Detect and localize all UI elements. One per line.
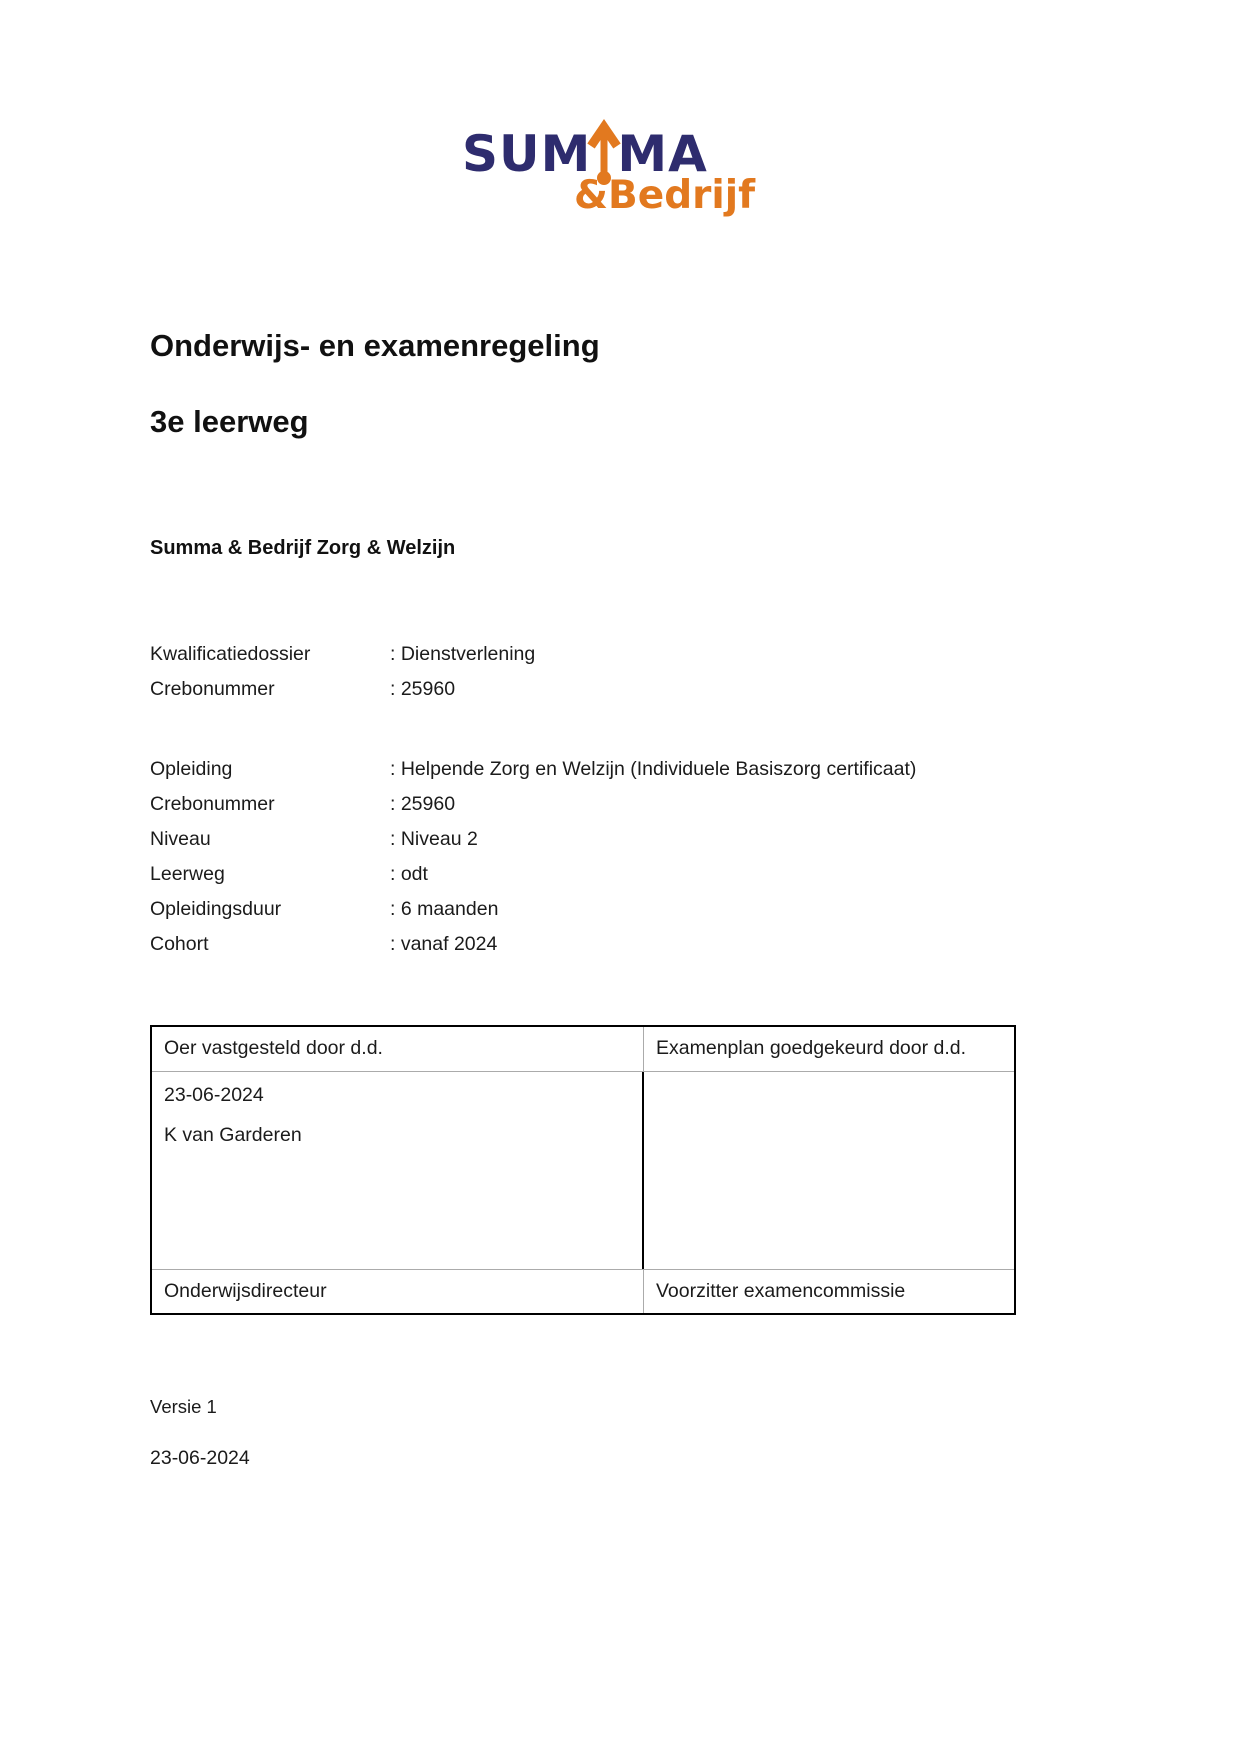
summa-bedrijf-logo: [462, 124, 755, 219]
oer-signatory: K van Garderen: [164, 1124, 302, 1146]
kv-label: Cohort: [150, 933, 209, 955]
version-date: 23-06-2024: [150, 1447, 250, 1469]
page-title: Onderwijs- en examenregeling: [150, 328, 600, 363]
approval-table: [150, 1025, 1016, 1315]
kv-value: : 25960: [390, 793, 456, 815]
organisation-subtitle: Summa & Bedrijf Zorg & Welzijn: [150, 537, 456, 559]
table-footer-onderwijsdirecteur: Onderwijsdirecteur: [152, 1270, 644, 1313]
kv-label: Crebonummer: [150, 678, 275, 700]
kv-label: Opleidingsduur: [150, 898, 282, 920]
kv-row-kwalificatiedossier: [150, 637, 535, 672]
opleiding-info-block: [150, 752, 916, 962]
table-body-row: [152, 1072, 1014, 1269]
table-cell-examenplan-body: [644, 1072, 1014, 1269]
table-header-oer: Oer vastgesteld door d.d.: [152, 1027, 644, 1071]
kv-row-cohort: [150, 927, 916, 962]
kv-row-niveau: [150, 822, 916, 857]
kv-row-opleidingsduur: [150, 892, 916, 927]
kv-value: : 6 maanden: [390, 898, 499, 920]
kv-label: Opleiding: [150, 758, 233, 780]
logo-wordmark-left: SUM: [462, 125, 592, 183]
kv-label: Kwalificatiedossier: [150, 643, 311, 665]
kv-value: : odt: [390, 863, 428, 885]
kv-value: : Helpende Zorg en Welzijn (Individuele Basiszorg certificaat): [390, 758, 917, 780]
kv-row-crebonummer: [150, 672, 535, 707]
kv-value: : Niveau 2: [390, 828, 478, 850]
page-title-line2: 3e leerweg: [150, 404, 309, 439]
table-header-row: [152, 1027, 1014, 1072]
kv-label: Crebonummer: [150, 793, 275, 815]
kv-label: Leerweg: [150, 863, 225, 885]
kv-value: : 25960: [390, 678, 456, 700]
table-footer-row: [152, 1269, 1014, 1313]
oer-date: 23-06-2024: [164, 1084, 264, 1106]
kv-row-opleiding: [150, 752, 916, 787]
logo-subtitle: &Bedrijf: [574, 173, 756, 218]
kv-value: : Dienstverlening: [390, 643, 536, 665]
version-label: Versie 1: [150, 1396, 217, 1417]
kv-row-crebonummer: [150, 787, 916, 822]
kv-value: : vanaf 2024: [390, 933, 498, 955]
table-footer-voorzitter: Voorzitter examencommissie: [656, 1280, 906, 1302]
kv-label: Niveau: [150, 828, 211, 850]
dossier-info-block: [150, 637, 535, 707]
logo-wordmark-right: MA: [617, 125, 708, 183]
kv-row-leerweg: [150, 857, 916, 892]
table-cell-oer-body: [152, 1072, 644, 1269]
table-header-examenplan: Examenplan goedgekeurd door d.d.: [656, 1037, 967, 1059]
